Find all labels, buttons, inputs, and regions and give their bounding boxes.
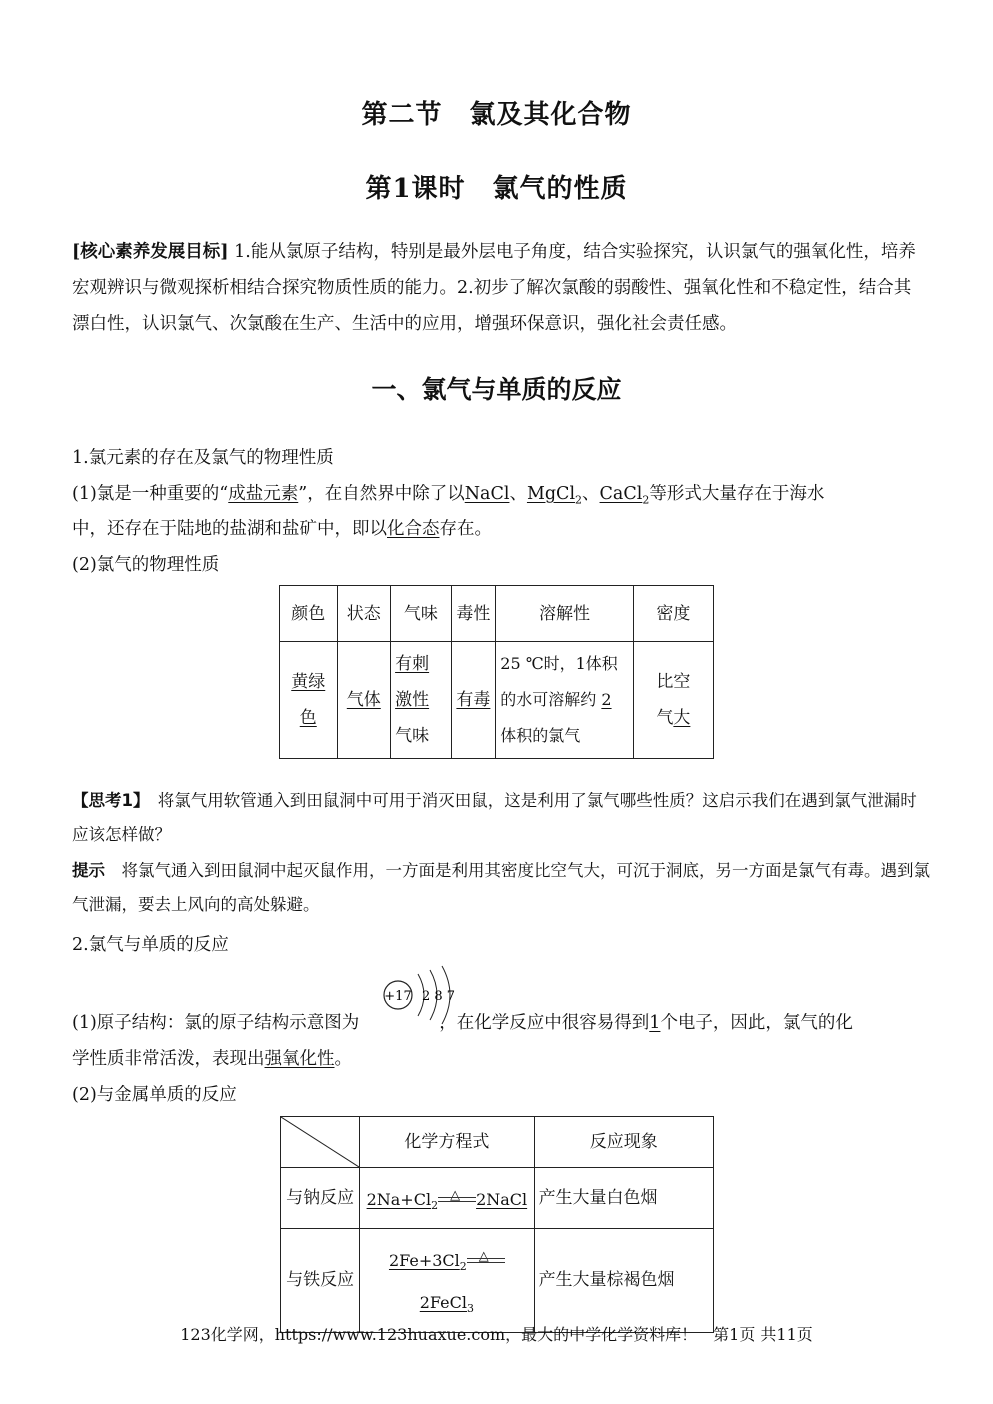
answer-blank: 大: [673, 708, 691, 728]
toxic-cell: [451, 642, 496, 759]
text: 体积的氯气: [500, 726, 581, 745]
section-heading: 一、氯气与单质的反应: [371, 375, 622, 404]
think-text: 将氯气用软管通入到田鼠洞中可用于消灭田鼠，这是利用了氯气哪些性质？这启示我们在遇到氯气泄漏时应该怎样做？: [72, 791, 917, 844]
density-cell: [633, 642, 713, 759]
subscript: 2: [431, 1199, 439, 1213]
sub1-paragraph-line2: [72, 515, 492, 540]
text: ”，在自然界中除了以: [298, 484, 465, 504]
page-title: 第二节 氯及其化合物: [361, 100, 632, 130]
text: ，在化学反应中很容易得到: [439, 1013, 650, 1033]
table-row: [281, 1229, 714, 1332]
hint-text: 将氯气通入到田鼠洞中起灭鼠作用，一方面是利用其密度比空气大，可沉于洞底，另一方面是氯气有毒。遇到氯气泄漏，要去上风向的高处躲避。: [72, 861, 930, 914]
text: MgCl: [526, 484, 576, 504]
phenomenon-cell: 产生大量白色烟: [534, 1168, 713, 1229]
sub2-p2: (2)与金属单质的反应: [72, 1085, 237, 1105]
text: 气味: [395, 726, 430, 746]
text: 存在。: [439, 519, 492, 539]
sub2-paragraph-line2: [72, 1045, 352, 1070]
sub2-heading: 2.氯气与单质的反应: [72, 935, 229, 955]
answer-blank: 激性: [395, 690, 430, 710]
answer-blank: [388, 1251, 467, 1274]
text: 2Fe+3Cl: [388, 1251, 460, 1271]
text: CaCl: [599, 484, 643, 504]
think-label: 【思考1】: [72, 791, 142, 810]
sub1-p2: (2)氯气的物理性质: [72, 555, 220, 575]
header-cell: 状态: [337, 586, 391, 642]
sub2-paragraph-line1: [72, 1009, 853, 1034]
answer-blank: 气体: [346, 690, 381, 710]
color-cell: [280, 642, 338, 759]
answer-blank: 强氧化性: [264, 1049, 335, 1069]
heat-arrow: [467, 1248, 505, 1269]
row-label: 与铁反应: [281, 1229, 360, 1332]
subscript: 2: [642, 493, 650, 507]
text: (1)氯是一种重要的“: [72, 484, 229, 504]
text: 气: [656, 708, 674, 728]
shell-electrons: 2 8 7: [422, 989, 456, 1004]
answer-blank: 有毒: [456, 690, 491, 710]
text: 2FeCl: [419, 1293, 467, 1313]
text: 学性质非常活泼，表现出: [72, 1049, 265, 1069]
think-question: [72, 784, 932, 852]
answer-blank: 化合态: [387, 519, 440, 539]
metal-reaction-table: [280, 1116, 714, 1333]
answer-blank: [526, 484, 583, 507]
heat-arrow: [438, 1187, 476, 1208]
diagonal-header-cell: [281, 1117, 360, 1168]
phenomenon-cell: 产生大量棕褐色烟: [534, 1229, 713, 1332]
header-cell: 气味: [391, 586, 451, 642]
header-cell: 反应现象: [534, 1117, 713, 1168]
table-row: [280, 642, 714, 759]
answer-blank: [366, 1190, 439, 1213]
diagonal-line: [281, 1117, 359, 1167]
answer-blank: [419, 1293, 474, 1316]
header-cell: 毒性: [451, 586, 496, 642]
answer-blank: 有刺: [395, 654, 430, 674]
header-cell: 化学方程式: [360, 1117, 534, 1168]
answer-blank: 1: [649, 1013, 661, 1033]
table-row: [281, 1168, 714, 1229]
answer-blank: 成盐元素: [228, 484, 299, 504]
heat-symbol: △: [450, 1187, 461, 1203]
text: 的水可溶解约: [500, 690, 597, 709]
subscript: 2: [575, 493, 583, 507]
text: 、: [582, 484, 600, 504]
answer-blank: NaCl: [464, 484, 510, 504]
table-header-row: [281, 1117, 714, 1168]
physical-properties-table: [279, 585, 714, 759]
page-subtitle: 第1课时 氯气的性质: [365, 174, 628, 204]
text: 25 ℃时，1体积: [500, 654, 618, 673]
answer-blank: 2: [601, 690, 612, 709]
table-header-row: [280, 586, 714, 642]
answer-blank: [599, 484, 650, 507]
subscript: 3: [466, 1302, 474, 1316]
subscript: 2: [459, 1260, 467, 1274]
text: 2Na+Cl: [366, 1190, 432, 1209]
header-cell: 颜色: [280, 586, 338, 642]
hint-label: 提示: [72, 861, 105, 880]
text: 个电子，因此，氯气的化: [660, 1013, 853, 1033]
equation-cell: [360, 1168, 534, 1229]
think-hint: [72, 854, 932, 922]
text: 。: [334, 1049, 352, 1069]
header-cell: 溶解性: [496, 586, 634, 642]
header-cell: 密度: [633, 586, 713, 642]
sub1-paragraph-line1: [72, 480, 824, 507]
page-footer: 123化学网，https://www.123huaxue.com，最大的中学化学资料库！ 第1页 共11页: [180, 1325, 813, 1344]
text: 中，还存在于陆地的盐湖和盐矿中，即以: [72, 519, 387, 539]
text: 等形式大量存在于海水: [649, 484, 825, 504]
equation-cell: [360, 1229, 534, 1332]
row-label: 与钠反应: [281, 1168, 360, 1229]
answer-blank: 2NaCl: [476, 1190, 528, 1209]
solubility-cell: [496, 642, 634, 759]
sub1-heading: 1.氯元素的存在及氯气的物理性质: [72, 448, 334, 468]
state-cell: [337, 642, 391, 759]
goals-label: [核心素养发展目标]: [72, 242, 229, 262]
text: 、: [509, 484, 527, 504]
answer-blank: 色: [299, 708, 317, 728]
nucleus-label: +17: [384, 989, 412, 1004]
answer-blank: 黄绿: [291, 672, 326, 692]
text: (1)原子结构：氯的原子结构示意图为: [72, 1013, 360, 1033]
text: 比空: [656, 672, 691, 692]
goals-paragraph: [72, 234, 922, 342]
goals-text: 1.能从氯原子结构，特别是最外层电子角度，结合实验探究，认识氯气的强氧化性，培养宏观辨识与微观探析相结合探究物质性质的能力。2.初步了解次氯酸的弱酸性、强氧化性和不稳定性，结合其漂白性，认识氯气、次氯酸在生产、生活中的应用，增强环保意识，强化社会责任感。: [72, 242, 916, 334]
heat-symbol: △: [478, 1248, 489, 1264]
odor-cell: [391, 642, 451, 759]
